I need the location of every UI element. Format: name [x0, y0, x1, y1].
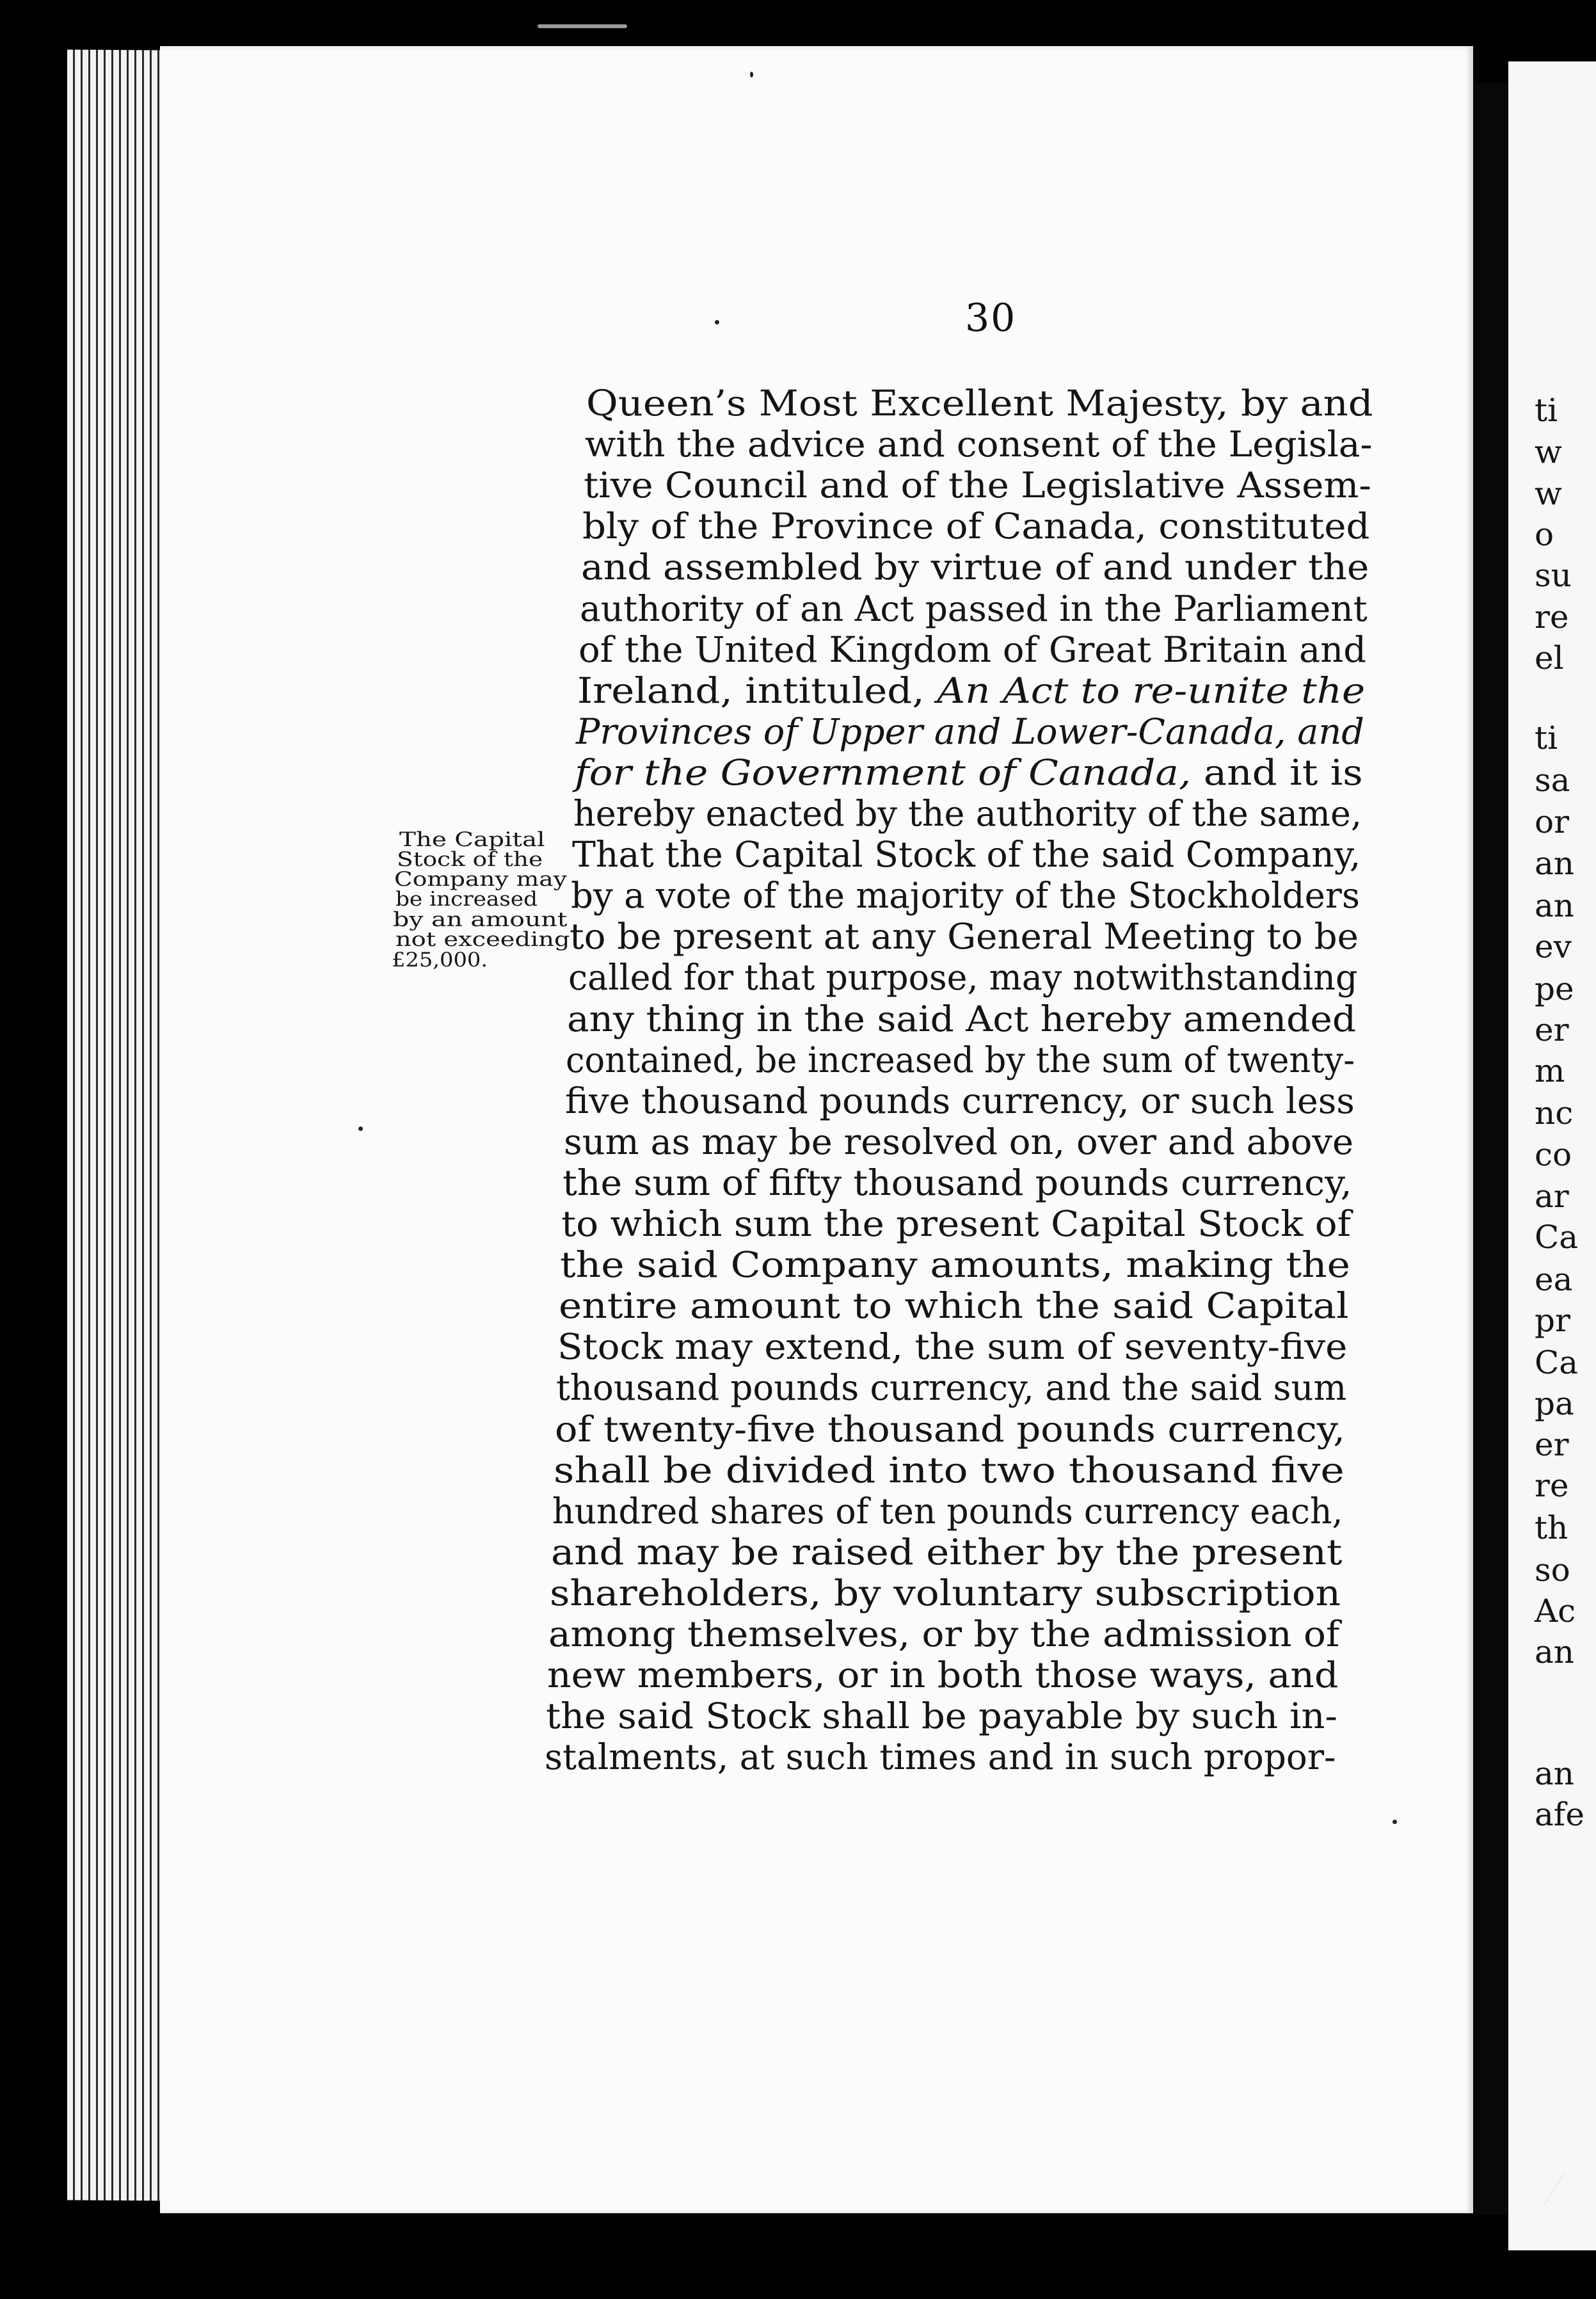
facing-page-fragment: ti — [1535, 392, 1558, 429]
margin-note-line: £25,000. — [392, 949, 488, 972]
body-text-run: contained, be increased by the sum of twenty- — [566, 1039, 1355, 1080]
facing-page-fragment: so — [1535, 1551, 1570, 1589]
body-text-run: of the United Kingdom of Great Britain and — [579, 629, 1367, 670]
facing-page-fragment: co — [1535, 1136, 1572, 1173]
body-text-run: called for that purpose, may notwithstanding — [568, 957, 1358, 998]
body-text-line — [547, 1654, 1338, 1695]
facing-page-fragment: ar — [1535, 1178, 1569, 1215]
body-text-line — [567, 998, 1356, 1039]
body-text-run: and assembled by virtue of and under the — [581, 547, 1369, 588]
margin-note-line: The Capital — [399, 828, 545, 851]
facing-page-fragment: Ca — [1535, 1219, 1579, 1256]
body-text-run: Stock may extend, the sum of seventy-five — [557, 1326, 1348, 1368]
body-text-run: hereby enacted by the authority of the same, — [573, 793, 1362, 834]
body-text-run: new members, or in both those ways, and — [547, 1654, 1339, 1696]
body-text-italic-run: Provinces of Upper and Lower-Canada, and — [576, 710, 1365, 752]
facing-page-fragment: Ca — [1535, 1344, 1579, 1381]
facing-page-fragment: afe — [1535, 1796, 1584, 1833]
body-text-run: and it is — [1191, 751, 1363, 793]
facing-page-fragment: su — [1535, 557, 1572, 594]
body-text-run: the sum of fifty thousand pounds currency, — [562, 1162, 1352, 1203]
body-text-run: and may be raised either by the present — [550, 1531, 1343, 1573]
facing-page-fragment: ea — [1535, 1261, 1573, 1298]
body-text-run: shareholders, by voluntary subscription — [549, 1572, 1341, 1614]
body-text-line — [552, 1491, 1343, 1532]
body-text-line — [554, 1450, 1345, 1491]
facing-page-fragment: nc — [1535, 1094, 1574, 1132]
body-text-run: bly of the Province of Canada, constituted — [582, 506, 1370, 547]
body-text-run: the said Company amounts, making the — [559, 1244, 1350, 1286]
body-text-line — [576, 711, 1364, 752]
facing-page-fragment: er — [1535, 1426, 1569, 1463]
facing-page-fragment: sa — [1535, 762, 1570, 799]
body-text-run: stalments, at such times and in such propor- — [545, 1736, 1336, 1778]
body-text-line — [556, 1367, 1346, 1408]
facing-page-fragment: pr — [1535, 1302, 1570, 1339]
body-text-line — [570, 916, 1359, 957]
facing-page-fragment: re — [1535, 1467, 1569, 1504]
facing-page-fragment: er — [1535, 1011, 1569, 1048]
facing-page-fragment: w — [1535, 433, 1562, 470]
facing-page-fragment: o — [1535, 516, 1554, 553]
body-text-run: to be present at any General Meeting to be — [570, 916, 1359, 957]
body-text-line — [568, 957, 1357, 998]
body-text-line — [548, 1614, 1339, 1654]
body-text-line — [545, 1736, 1336, 1777]
body-text-run: with the advice and consent of the Legisla- — [585, 424, 1373, 465]
margin-note-line: Stock of the — [397, 848, 543, 871]
margin-note-line: not exceeding — [395, 928, 570, 951]
body-text-run: Queen’s Most Excellent Majesty, by and — [586, 383, 1373, 424]
body-text-run: That the Capital Stock of the said Company, — [572, 834, 1361, 876]
body-text-line — [561, 1203, 1351, 1244]
facing-page-fragment: w — [1535, 475, 1562, 512]
body-text-italic-run: An Act to re-unite the — [937, 669, 1366, 711]
facing-page-fragment: an — [1535, 845, 1575, 882]
body-text-line — [584, 465, 1371, 506]
facing-page-fragment: Ac — [1535, 1592, 1576, 1630]
body-text-line — [565, 1080, 1355, 1121]
body-text-run: to which sum the present Capital Stock of — [561, 1203, 1351, 1244]
facing-page-fragment: pe — [1535, 970, 1574, 1007]
body-text-run: shall be divided into two thousand five — [553, 1449, 1345, 1491]
margin-note-line: be increased — [395, 888, 538, 911]
body-text-run: sum as may be resolved on, over and above — [563, 1121, 1353, 1162]
body-text-italic-run: for the Government of Canada, — [575, 751, 1192, 793]
body-text-line — [546, 1695, 1337, 1736]
body-text-run: tive Council and of the Legislative Assem- — [584, 465, 1371, 506]
body-text-line — [559, 1285, 1349, 1326]
body-text-line — [580, 588, 1368, 629]
facing-page-fragment: an — [1535, 1755, 1575, 1792]
body-text-run: hundred shares of ten pounds currency each, — [552, 1490, 1343, 1532]
body-text-line — [563, 1162, 1352, 1203]
body-text-line — [582, 506, 1369, 547]
body-text-line — [557, 1326, 1347, 1367]
body-text-run: among themselves, or by the admission of — [548, 1614, 1340, 1654]
body-text-run: five thousand pounds currency, or such less — [564, 1080, 1355, 1121]
facing-page-fragment: el — [1535, 639, 1564, 677]
body-text-line — [577, 670, 1365, 711]
body-text-line — [560, 1244, 1350, 1285]
body-text-line — [571, 875, 1360, 916]
body-text-run: Ireland, intituled, — [577, 669, 938, 711]
body-text-run: thousand pounds currency, and the said sum — [555, 1367, 1346, 1409]
body-text-line — [579, 629, 1366, 670]
body-text-line — [575, 752, 1363, 793]
facing-page-fragment: or — [1535, 803, 1570, 840]
facing-page-fragment: m — [1535, 1052, 1565, 1089]
facing-page-fragment: ti — [1535, 719, 1558, 757]
body-text-line — [586, 383, 1373, 424]
body-text-line — [581, 547, 1369, 588]
margin-note-line: by an amount — [393, 908, 568, 931]
body-text-run: entire amount to which the said Capital — [558, 1285, 1349, 1327]
facing-page-fragment: an — [1535, 1633, 1575, 1670]
facing-page-fragment: th — [1535, 1509, 1568, 1546]
margin-note-line: Company may — [394, 868, 567, 891]
body-text-line — [555, 1409, 1345, 1450]
body-text-line — [585, 424, 1373, 465]
body-text-run: the said Stock shall be payable by such in- — [545, 1695, 1337, 1737]
body-text-line — [572, 834, 1361, 875]
body-text-line — [550, 1573, 1341, 1614]
body-text-run: by a vote of the majority of the Stockholders — [571, 875, 1361, 917]
facing-page-fragment: an — [1535, 887, 1575, 924]
facing-page-fragment: re — [1535, 598, 1569, 636]
facing-page-fragment: ev — [1535, 928, 1572, 965]
body-text-line — [564, 1121, 1353, 1162]
body-text-line — [551, 1532, 1342, 1573]
body-text-run: authority of an Act passed in the Parliament — [580, 588, 1368, 629]
body-text-run: of twenty-five thousand pounds currency, — [554, 1408, 1345, 1450]
body-text-line — [573, 793, 1362, 834]
facing-page-fragment: pa — [1535, 1385, 1574, 1422]
page-number: 30 — [965, 296, 1017, 340]
body-text-line — [566, 1039, 1355, 1080]
body-text-run: any thing in the said Act hereby amended — [567, 998, 1357, 1039]
